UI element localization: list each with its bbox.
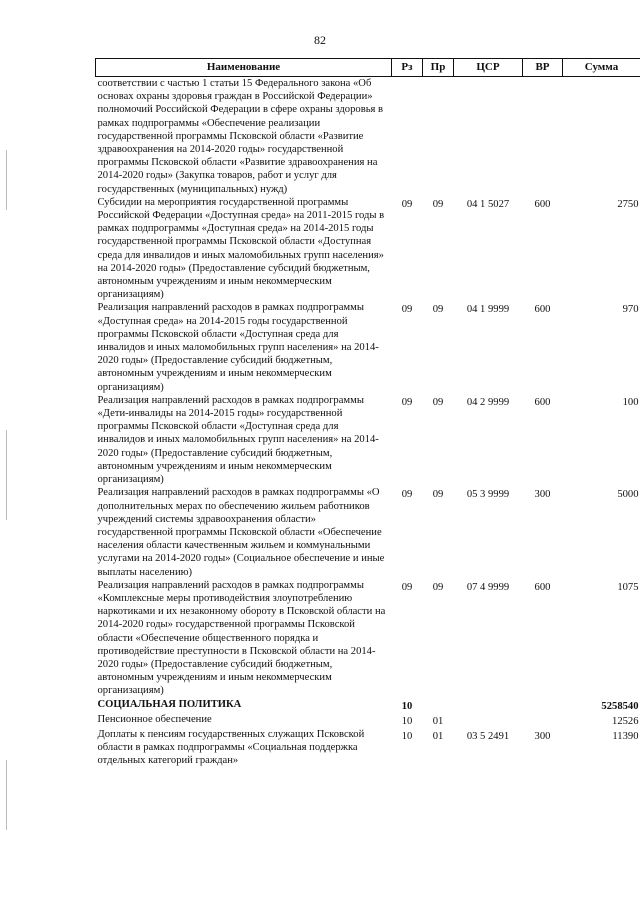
scan-edge-mark <box>6 430 7 520</box>
header-name: Наименование <box>96 59 392 77</box>
table-row <box>96 394 640 486</box>
row-name: Реализация направлений расходов в рамках подпрограммы «Комплексные меры противодействия злоупотреблению наркотиками и их незаконному обороту в Псковской области на 2014-2020 годы» государственной программы Псковской области «Обеспечение общественного порядка и противодействие преступности в Псковской области на 2014-2020 годы» (Предоставление субсидий бюджетным, автономным учреждениям и иным некоммерческим организациям) <box>97 579 386 697</box>
row-sum: 100 <box>622 396 639 408</box>
row-rz: 09 <box>401 396 413 408</box>
row-csr: 07 4 9999 <box>466 581 510 593</box>
row-pr: 09 <box>432 581 444 593</box>
row-name: Реализация направлений расходов в рамках подпрограммы «Дети-инвалиды на 2014-2015 годы» государственной программы Псковской области «Доступная среда для инвалидов и иных маломобильных групп населения» на 2014-2020 годы» (Предоставление субсидий бюджетным, автономным учреждениям и иным некоммерческим организациям) <box>97 394 379 486</box>
row-pr <box>423 77 454 196</box>
row-vr: 600 <box>534 581 551 593</box>
row-pr: 01 <box>432 715 444 727</box>
row-rz: 09 <box>401 581 413 593</box>
row-pr: 09 <box>432 198 444 210</box>
header-vr: ВР <box>523 59 563 77</box>
row-csr <box>454 713 523 728</box>
header-rz: Рз <box>392 59 423 77</box>
row-csr <box>454 77 523 196</box>
row-rz: 09 <box>401 198 413 210</box>
table-row <box>96 698 640 713</box>
row-name: СОЦИАЛЬНАЯ ПОЛИТИКА <box>97 698 242 710</box>
table-row <box>96 301 640 393</box>
row-vr <box>523 77 563 196</box>
row-csr: 05 3 9999 <box>466 489 510 501</box>
row-rz: 10 <box>401 700 413 712</box>
row-pr: 09 <box>432 396 444 408</box>
row-sum: 12526 <box>612 715 639 727</box>
row-vr: 300 <box>534 489 551 501</box>
row-csr: 04 2 9999 <box>466 396 510 408</box>
row-pr: 09 <box>432 304 444 316</box>
scan-edge-mark <box>6 150 7 210</box>
scan-edge-mark <box>6 760 7 830</box>
header-pr: Пр <box>423 59 454 77</box>
row-name: Доплаты к пенсиям государственных служащих Псковской области в рамках подпрограммы «Социальная поддержка отдельных категорий граждан» <box>97 728 365 767</box>
table-row <box>96 196 640 302</box>
row-sum <box>563 77 640 196</box>
row-vr: 600 <box>534 304 551 316</box>
row-vr: 300 <box>534 730 551 742</box>
row-vr: 600 <box>534 198 551 210</box>
row-csr: 04 1 9999 <box>466 304 510 316</box>
page-number: 82 <box>314 33 326 47</box>
table-row <box>96 486 640 578</box>
row-sum: 5000 <box>617 489 639 501</box>
row-sum: 11390 <box>612 730 639 742</box>
row-name: Пенсионное обеспечение <box>97 713 212 725</box>
row-name: Реализация направлений расходов в рамках подпрограммы «О дополнительных мерах по обеспечению жильем работников учреждений системы здравоохранения области» государственной программы Псковской области «Обеспечение населения области качественным жильем и коммунальными услугами на 2014-2020 годы» (Социальное обеспечение и иные выплаты населению) <box>97 487 385 578</box>
row-vr <box>523 713 563 728</box>
budget-table <box>95 58 640 768</box>
row-rz: 10 <box>401 730 413 742</box>
row-name: Субсидии на мероприятия государственной программы Российской Федерации «Доступная среда» на 2011-2015 годы в рамках подпрограммы «Доступная среда» на 2014-2015 годы государственной программы Псковской области «Доступная среда для инвалидов и иных маломобильных групп населения» на 2014-2020 годы» (Предоставление субсидий бюджетным, автономным учреждениям и иным некоммерческим организациям) <box>97 196 385 301</box>
row-csr: 04 1 5027 <box>466 198 510 210</box>
row-sum: 5258540 <box>601 700 639 712</box>
row-sum: 2750 <box>617 198 639 210</box>
table-row <box>96 579 640 698</box>
row-csr: 03 5 2491 <box>466 730 510 742</box>
row-sum: 970 <box>622 304 639 316</box>
row-name: Реализация направлений расходов в рамках подпрограммы «Доступная среда» на 2014-2015 годы государственной программы Псковской области «Доступная среда для инвалидов и иных маломобильных групп населения» на 2014-2020 годы» (Предоставление субсидий бюджетным, автономным учреждениям и иным некоммерческим организациям) <box>97 302 379 393</box>
row-pr <box>423 698 454 713</box>
table-row <box>96 77 640 196</box>
row-rz: 09 <box>401 304 413 316</box>
row-pr: 09 <box>432 489 444 501</box>
table-row <box>96 728 640 768</box>
header-csr: ЦСР <box>454 59 523 77</box>
row-name: соответствии с частью 1 статьи 15 Федерального закона «Об основах охраны здоровья граждан в Российской Федерации» полномочий Российской Федерации в сфере охраны здоровья в рамках подпрограммы «Обеспечение реализации государственной программы Псковской области «Развитие здравоохранения на 2014-2020 годы» государственной программы Псковской области «Развитие здравоохранения на 2014-2020 годы» (Закупка товаров, работ и услуг для государственных (муниципальных) нужд) <box>97 78 384 195</box>
table-row <box>96 713 640 728</box>
row-csr <box>454 698 523 713</box>
row-rz: 10 <box>401 715 413 727</box>
row-rz: 09 <box>401 489 413 501</box>
row-rz <box>392 77 423 196</box>
table-header-row <box>96 59 640 77</box>
row-vr <box>523 698 563 713</box>
row-pr: 01 <box>432 730 444 742</box>
row-sum: 1075 <box>617 581 639 593</box>
row-vr: 600 <box>534 396 551 408</box>
header-sum: Сумма <box>563 59 640 77</box>
